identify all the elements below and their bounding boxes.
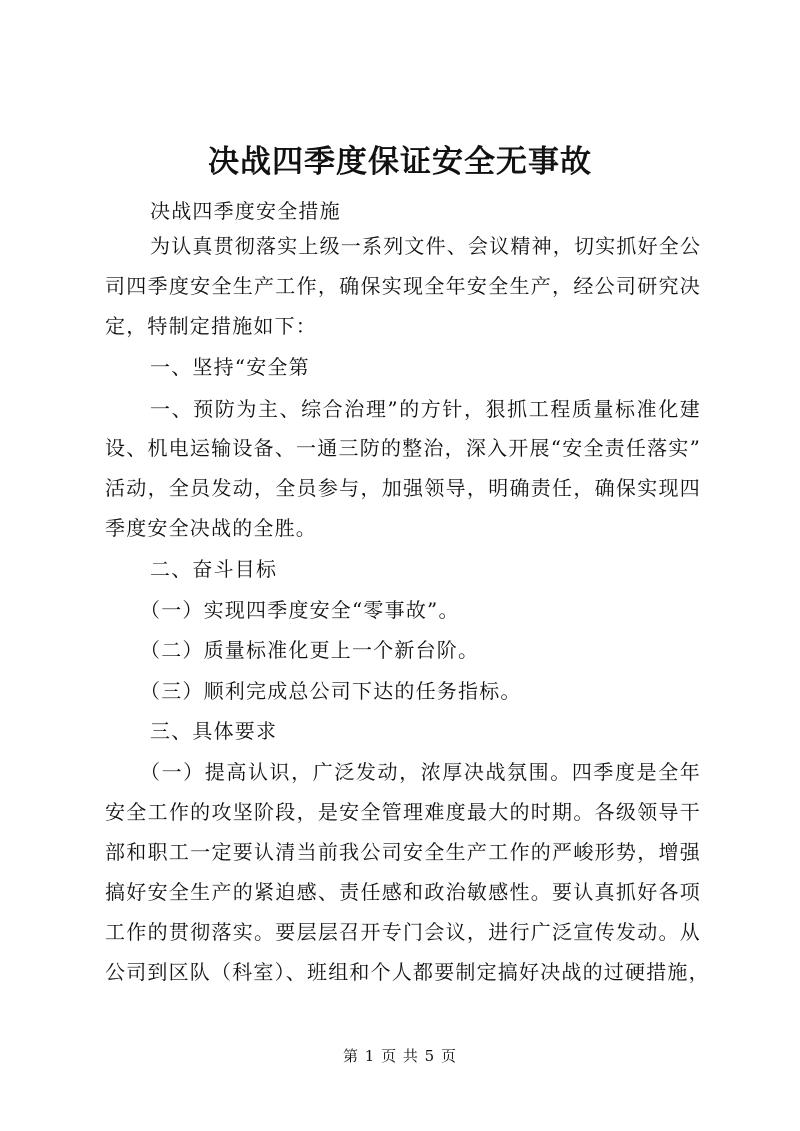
section-heading: 三、具体要求	[150, 719, 278, 743]
paragraph-line: 司四季度安全生产工作，确保实现全年安全生产，经公司研究决	[105, 274, 701, 298]
list-item: （二）质量标准化更上一个新台阶。	[140, 638, 480, 662]
paragraph-line: （一）提高认识，广泛发动，浓厚决战氛围。四季度是全年	[140, 760, 701, 784]
paragraph-line: 安全工作的攻坚阶段，是安全管理难度最大的时期。各级领导干	[105, 800, 701, 824]
paragraph-line: 定，特制定措施如下：	[105, 314, 317, 338]
paragraph-line: 搞好安全生产的紧迫感、责任感和政治敏感性。要认真抓好各项	[105, 880, 701, 904]
page-footer: 第 1 页 共 5 页	[343, 1047, 457, 1065]
paragraph-line: 工作的贯彻落实。要层层召开专门会议，进行广泛宣传发动。从	[105, 920, 701, 944]
paragraph-line: 一、预防为主、综合治理”的方针，狠抓工程质量标准化建	[150, 397, 701, 421]
paragraph-line: 活动，全员发动，全员参与，加强领导，明确责任，确保实现四	[105, 476, 701, 500]
paragraph-line: 公司到区队（科室）、班组和个人都要制定搞好决战的过硬措施，	[105, 960, 710, 984]
section-heading: 二、奋斗目标	[150, 557, 278, 581]
document-title: 决战四季度保证安全无事故	[208, 144, 592, 180]
paragraph-line: 部和职工一定要认清当前我公司安全生产工作的严峻形势，增强	[105, 840, 701, 864]
list-item: （三）顺利完成总公司下达的任务指标。	[140, 679, 522, 703]
paragraph-line: 决战四季度安全措施	[150, 199, 341, 223]
paragraph-line: 为认真贯彻落实上级一系列文件、会议精神，切实抓好全公	[150, 234, 702, 258]
section-heading: 一、坚持“安全第	[150, 355, 310, 379]
list-item: （一）实现四季度安全“零事故”。	[140, 598, 460, 622]
paragraph-line: 设、机电运输设备、一通三防的整治，深入开展“安全责任落实”	[105, 436, 701, 460]
paragraph-line: 季度安全决战的全胜。	[105, 516, 317, 540]
